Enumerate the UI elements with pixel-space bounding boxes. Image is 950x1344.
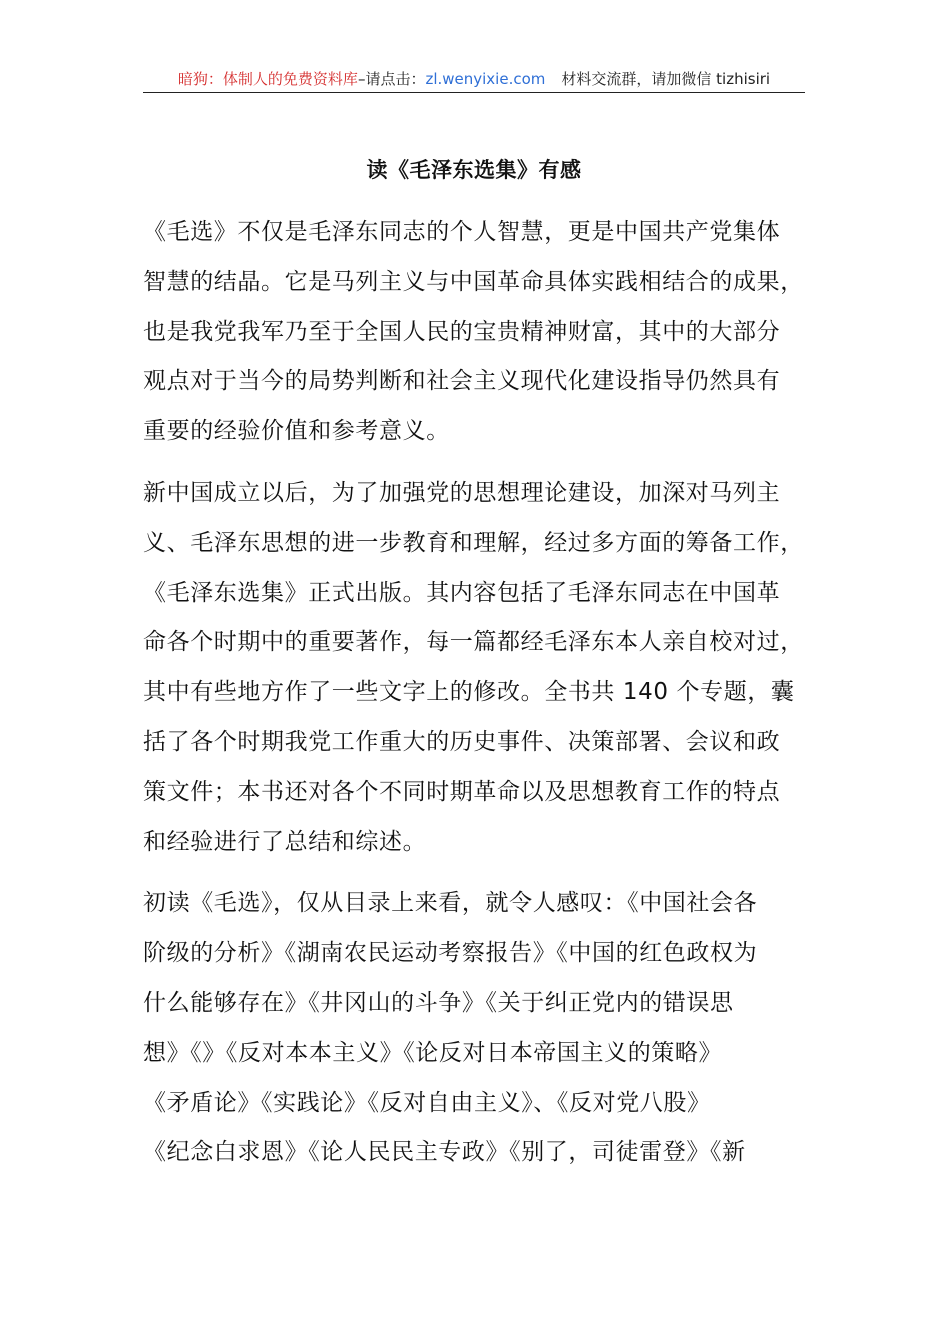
header-brand: 暗狗：体制人的免费资料库 bbox=[177, 70, 358, 88]
paragraph-line: 策文件；本书还对各个不同时期革命以及思想教育工作的特点 bbox=[143, 778, 781, 805]
header-url-link[interactable]: zl.wenyixie.com bbox=[425, 70, 546, 88]
document-body bbox=[143, 208, 805, 1190]
paragraph-line: 重要的经验价值和参考意义。 bbox=[143, 418, 450, 445]
paragraph-line: 初读《毛选》，仅从目录上来看，就令人感叹：《中国社会各 bbox=[143, 890, 758, 917]
paragraph-line: 其中有些地方作了一些文字上的修改。全书共 140 个专题，囊 bbox=[143, 679, 795, 706]
paragraph-line: 想》《》《反对本本主义》《论反对日本帝国主义的策略》 bbox=[143, 1039, 723, 1066]
header-group-info: 材料交流群，请加微信 tizhisiri bbox=[561, 70, 771, 88]
paragraph-line: 括了各个时期我党工作重大的历史事件、决策部署、会议和政 bbox=[143, 728, 781, 755]
paragraph-line: 《矛盾论》《实践论》《反对自由主义》、《反对党八股》 bbox=[143, 1089, 711, 1116]
paragraph-line: 《毛选》不仅是毛泽东同志的个人智慧，更是中国共产党集体 bbox=[143, 219, 781, 245]
header-prompt: –请点击： bbox=[357, 70, 426, 88]
paragraph bbox=[143, 469, 805, 867]
paragraph bbox=[143, 879, 805, 1178]
paragraph-line: 义、毛泽东思想的进一步教育和理解，经过多方面的筹备工作， bbox=[143, 529, 804, 556]
paragraph-line: 和经验进行了总结和综述。 bbox=[143, 828, 427, 855]
paragraph bbox=[143, 208, 805, 457]
paragraph-line: 《纪念白求恩》《论人民民主专政》《别了，司徒雷登》《新 bbox=[143, 1139, 746, 1166]
paragraph-line: 新中国成立以后，为了加强党的思想理论建设，加深对马列主 bbox=[143, 479, 781, 506]
header-banner bbox=[143, 66, 805, 93]
paragraph-line: 命各个时期中的重要著作，每一篇都经毛泽东本人亲自校对过， bbox=[143, 629, 804, 656]
paragraph-line: 观点对于当今的局势判断和社会主义现代化建设指导仍然具有 bbox=[143, 368, 781, 395]
paragraph-line: 智慧的结晶。它是马列主义与中国革命具体实践相结合的成果， bbox=[143, 268, 804, 295]
paragraph-line: 什么能够存在》《井冈山的斗争》《关于纠正党内的错误思 bbox=[143, 989, 734, 1016]
document-title: 读《毛泽东选集》有感 bbox=[366, 158, 582, 182]
paragraph-line: 阶级的分析》《湖南农民运动考察报告》《中国的红色政权为 bbox=[143, 940, 758, 967]
paragraph-line: 也是我党我军乃至于全国人民的宝贵精神财富，其中的大部分 bbox=[143, 318, 781, 345]
paragraph-line: 《毛泽东选集》正式出版。其内容包括了毛泽东同志在中国革 bbox=[143, 579, 781, 606]
